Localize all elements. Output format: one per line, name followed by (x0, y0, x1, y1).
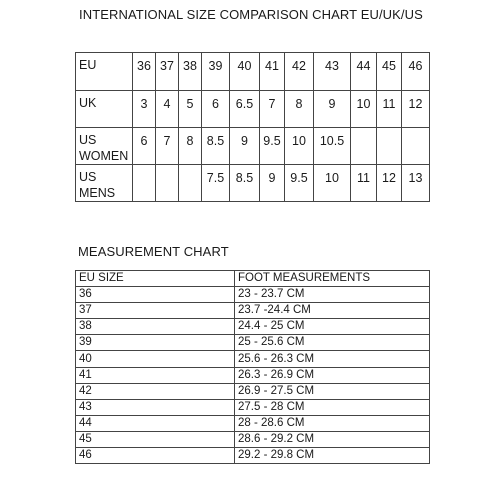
size-cell: 40 (230, 53, 260, 91)
size-cell: 8 (179, 128, 202, 165)
row-label-line: MENS (79, 186, 116, 200)
size-cell: 11 (377, 91, 402, 128)
size-cell: 10 (285, 128, 314, 165)
row-label-line: EU (79, 58, 97, 72)
foot-measurement-cell: 28 - 28.6 CM (235, 415, 430, 431)
measurement-row (76, 448, 430, 464)
size-cell: 42 (285, 53, 314, 91)
row-label (76, 165, 133, 202)
size-cell: 10.5 (314, 128, 351, 165)
measurement-row (76, 399, 430, 415)
size-cell: 7 (156, 128, 179, 165)
size-cell: 9 (260, 165, 285, 202)
size-cell: 41 (260, 53, 285, 91)
eu-size-cell: 38 (76, 319, 235, 335)
size-cell: 12 (402, 91, 430, 128)
size-cell: 10 (351, 91, 377, 128)
measurement-table (75, 270, 430, 464)
measurement-row (76, 335, 430, 351)
measurement-row (76, 415, 430, 431)
size-cell: 6 (202, 91, 230, 128)
eu-size-cell: 40 (76, 351, 235, 367)
size-cell: 13 (402, 165, 430, 202)
row-label-line: US (79, 133, 97, 147)
size-cell: 8 (285, 91, 314, 128)
measurement-row (76, 367, 430, 383)
eu-size-cell: 44 (76, 415, 235, 431)
eu-size-cell: 46 (76, 448, 235, 464)
size-cell: 8.5 (202, 128, 230, 165)
size-cell: 8.5 (230, 165, 260, 202)
size-cell: 9 (314, 91, 351, 128)
us-women-row (76, 128, 430, 165)
measurement-row (76, 287, 430, 303)
measurement-row (76, 303, 430, 319)
size-cell: 37 (156, 53, 179, 91)
row-label (76, 53, 133, 91)
size-cell: 9.5 (285, 165, 314, 202)
size-cell (377, 128, 402, 165)
foot-measurement-cell: 25.6 - 26.3 CM (235, 351, 430, 367)
eu-size-cell: 39 (76, 335, 235, 351)
size-cell: 7 (260, 91, 285, 128)
foot-measurement-cell: 23.7 -24.4 CM (235, 303, 430, 319)
size-cell (133, 165, 156, 202)
foot-measurement-cell: 27.5 - 28 CM (235, 399, 430, 415)
foot-measurement-cell: 26.9 - 27.5 CM (235, 383, 430, 399)
size-cell: 3 (133, 91, 156, 128)
foot-measurement-cell: 24.4 - 25 CM (235, 319, 430, 335)
eu-size-cell: 37 (76, 303, 235, 319)
size-cell (156, 165, 179, 202)
eu-size-cell: 45 (76, 431, 235, 447)
foot-measurement-cell: 28.6 - 29.2 CM (235, 431, 430, 447)
size-cell: 11 (351, 165, 377, 202)
row-label (76, 91, 133, 128)
size-cell: 6.5 (230, 91, 260, 128)
row-label (76, 128, 133, 165)
measurement-row (76, 351, 430, 367)
measurement-row (76, 431, 430, 447)
header-eu-size: EU SIZE (76, 271, 235, 287)
uk-row (76, 91, 430, 128)
size-cell: 5 (179, 91, 202, 128)
size-cell: 10 (314, 165, 351, 202)
row-label-line: WOMEN (79, 149, 129, 163)
size-cell: 12 (377, 165, 402, 202)
size-comparison-table (75, 52, 430, 202)
size-cell: 46 (402, 53, 430, 91)
size-cell: 36 (133, 53, 156, 91)
size-cell: 4 (156, 91, 179, 128)
row-label-line: UK (79, 96, 97, 110)
eu-size-cell: 43 (76, 399, 235, 415)
size-cell: 6 (133, 128, 156, 165)
foot-measurement-cell: 25 - 25.6 CM (235, 335, 430, 351)
size-cell: 9 (230, 128, 260, 165)
size-cell: 7.5 (202, 165, 230, 202)
size-cell: 44 (351, 53, 377, 91)
foot-measurement-cell: 23 - 23.7 CM (235, 287, 430, 303)
size-cell: 45 (377, 53, 402, 91)
size-chart-title: INTERNATIONAL SIZE COMPARISON CHART EU/UK/US (79, 7, 423, 22)
size-cell (179, 165, 202, 202)
foot-measurement-cell: 26.3 - 26.9 CM (235, 367, 430, 383)
measurement-row (76, 319, 430, 335)
size-cell (402, 128, 430, 165)
measurement-row (76, 383, 430, 399)
size-cell: 38 (179, 53, 202, 91)
eu-row (76, 53, 430, 91)
measurement-chart-title: MEASUREMENT CHART (78, 244, 229, 259)
measurement-header-row (76, 271, 430, 287)
eu-size-cell: 41 (76, 367, 235, 383)
header-foot-measurements: FOOT MEASUREMENTS (235, 271, 430, 287)
row-label-line: US (79, 170, 97, 184)
eu-size-cell: 42 (76, 383, 235, 399)
size-cell (351, 128, 377, 165)
size-cell: 43 (314, 53, 351, 91)
size-cell: 39 (202, 53, 230, 91)
size-cell: 9.5 (260, 128, 285, 165)
foot-measurement-cell: 29.2 - 29.8 CM (235, 448, 430, 464)
eu-size-cell: 36 (76, 287, 235, 303)
us-mens-row (76, 165, 430, 202)
